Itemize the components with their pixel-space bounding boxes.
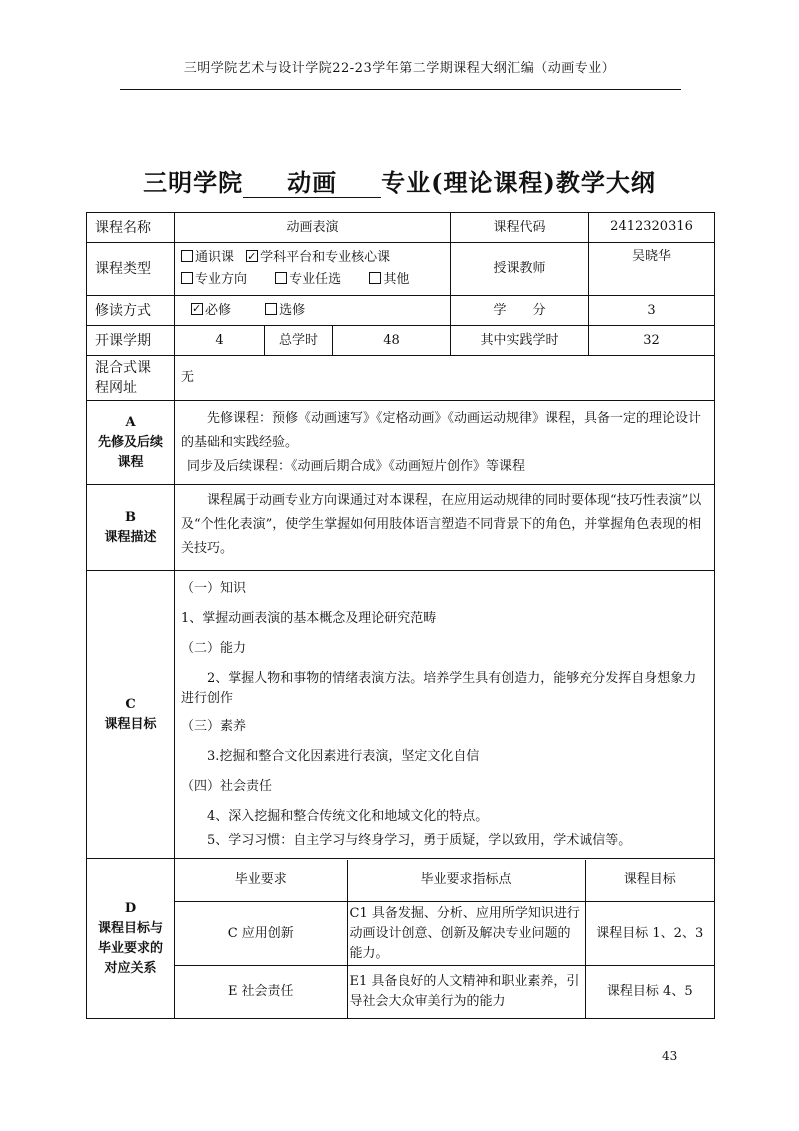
section-letter: D	[124, 900, 137, 916]
checkbox-general[interactable]	[181, 250, 234, 265]
total-hours-value: 48	[333, 326, 451, 356]
course-description: 课程属于动画专业方向课通过对本课程，在应用运动规律的同时要体现“技巧性表演”以及“个性化表演”，使学生掌握如何用肢体语言塑造不同背景下的角色，并掌握角色表现的相关技巧。	[181, 493, 702, 556]
checkbox-checked-icon	[246, 250, 258, 262]
option-label: 学科平台和专业核心课	[260, 250, 391, 265]
mapping-goal: 课程目标 1、2、3	[585, 902, 714, 966]
section-c-content	[175, 571, 715, 859]
section-d-content	[175, 859, 715, 1019]
goal-heading: （一）知识	[181, 580, 247, 596]
mapping-indicator: C1 具备发掘、分析、应用所学知识进行动画设计创意、创新及解决专业问题的能力。	[347, 902, 585, 966]
mapping-goal: 课程目标 4、5	[585, 966, 714, 1018]
mapping-requirement: C 应用创新	[175, 902, 347, 966]
checkbox-checked-icon	[191, 303, 203, 315]
prerequisite-text: 先修课程：预修《动画速写》《定格动画》《动画运动规律》课程，具备一定的理论设计的基础和实践经验。	[181, 410, 702, 450]
teacher-label: 授课教师	[451, 243, 589, 296]
goal-heading: （四）社会责任	[181, 778, 273, 794]
section-title-line: 课程目标	[104, 716, 157, 732]
page-title	[0, 163, 799, 198]
study-mode-options	[175, 296, 451, 326]
mapping-indicator: E1 具备良好的人文精神和职业素养，引导社会大众审美行为的能力	[347, 966, 585, 1018]
checkbox-icon	[181, 272, 193, 284]
section-b-content	[175, 485, 715, 571]
running-header: 三明学院艺术与设计学院22-23学年第二学期课程大纲汇编（动画专业）	[183, 61, 616, 76]
option-label: 必修	[205, 302, 232, 318]
course-type-options	[175, 243, 451, 296]
checkbox-icon	[181, 250, 193, 262]
course-code-value: 2412320316	[589, 213, 715, 243]
course-url-value: 无	[175, 356, 715, 401]
option-label: 通识课	[195, 250, 235, 265]
practice-hours-value: 32	[589, 326, 715, 356]
course-code-label: 课程代码	[451, 213, 589, 243]
header-goal: 课程目标	[585, 860, 714, 902]
goal-item: 4、深入挖掘和整合传统文化和地域文化的特点。	[207, 808, 489, 824]
goal-heading: （二）能力	[181, 640, 247, 656]
checkbox-core[interactable]	[246, 250, 390, 265]
course-url-label	[87, 356, 175, 401]
section-letter: A	[125, 414, 136, 430]
checkbox-optional[interactable]	[265, 303, 305, 318]
credit-label: 学 分	[451, 296, 589, 326]
section-letter: B	[125, 509, 136, 525]
section-title-line: 先修及后续	[97, 434, 163, 450]
mapping-requirement: E 社会责任	[175, 966, 347, 1018]
practice-hours-label: 其中实践学时	[451, 326, 589, 356]
goal-heading: （三）素养	[181, 718, 247, 734]
checkbox-icon	[275, 272, 287, 284]
checkbox-other[interactable]	[369, 272, 409, 287]
section-title-line: 课程描述	[104, 529, 157, 545]
section-a-label	[87, 401, 175, 485]
term-value: 4	[175, 326, 265, 356]
section-letter: C	[125, 696, 136, 712]
section-d-label	[87, 859, 175, 1019]
mapping-table	[175, 860, 714, 1018]
header-requirement: 毕业要求	[175, 860, 347, 902]
checkbox-direction[interactable]	[181, 272, 247, 287]
section-title-line: 课程目标与	[97, 920, 163, 936]
course-type-label: 课程类型	[87, 243, 175, 296]
goal-item: 5、学习习惯：自主学习与终身学习，勇于质疑，学以致用，学术诚信等。	[207, 832, 632, 848]
option-label: 选修	[279, 302, 306, 318]
study-mode-label: 修读方式	[87, 296, 175, 326]
checkbox-elective[interactable]	[275, 272, 341, 287]
url-label-line: 混合式课	[95, 360, 151, 376]
syllabus-table	[86, 212, 715, 1019]
followup-text: 同步及后续课程：《动画后期合成》《动画短片创作》等课程	[187, 458, 526, 474]
checkbox-icon	[369, 272, 381, 284]
goal-item: 1、掌握动画表演的基本概念及理论研究范畴	[181, 610, 437, 626]
section-title-line: 毕业要求的	[97, 940, 163, 956]
page-number: 43	[662, 1049, 678, 1063]
checkbox-required[interactable]	[191, 303, 231, 318]
option-label: 专业任选	[289, 272, 342, 287]
section-b-label	[87, 485, 175, 571]
goal-item: 2、掌握人物和事物的情绪表演方法。培养学生具有创造力，能够充分发挥自身想象力进行创作	[181, 670, 697, 706]
term-label: 开课学期	[87, 326, 175, 356]
title-suffix: 专业(理论课程)教学大纲	[381, 168, 656, 197]
title-major: 动画	[243, 169, 381, 198]
checkbox-icon	[265, 303, 277, 315]
total-hours-label: 总学时	[265, 326, 333, 356]
header-rule	[120, 89, 681, 90]
goal-item: 3.挖掘和整合文化因素进行表演，坚定文化自信	[207, 748, 480, 764]
course-name-value: 动画表演	[175, 213, 451, 243]
option-label: 其他	[383, 272, 410, 287]
header-indicator: 毕业要求指标点	[347, 860, 585, 902]
teacher-value: 吴晓华	[589, 243, 715, 296]
section-a-content	[175, 401, 715, 485]
url-label-line: 程网址	[95, 380, 137, 396]
section-title-line: 课程	[117, 454, 144, 470]
option-label: 专业方向	[195, 272, 248, 287]
credit-value: 3	[589, 296, 715, 326]
course-name-label: 课程名称	[87, 213, 175, 243]
title-prefix: 三明学院	[143, 168, 244, 197]
section-title-line: 对应关系	[104, 960, 157, 976]
section-c-label	[87, 571, 175, 859]
